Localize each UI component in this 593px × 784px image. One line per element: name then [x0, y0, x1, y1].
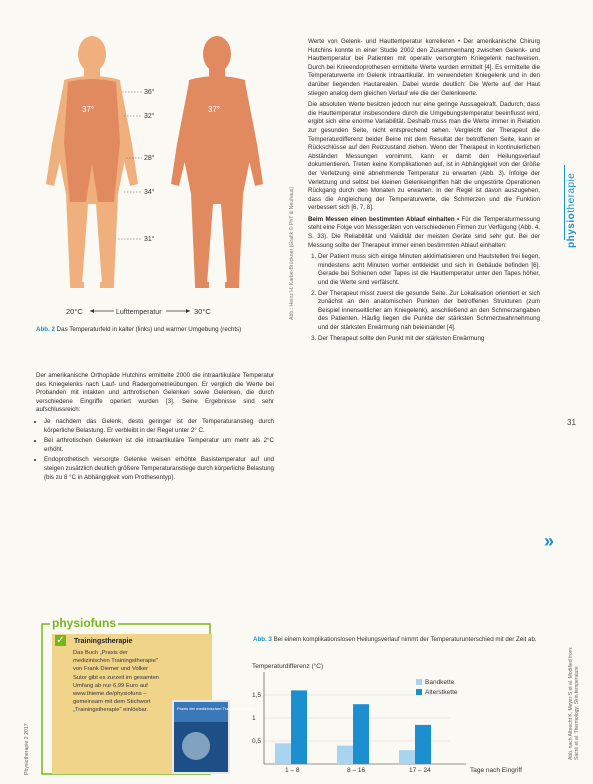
- bar: [399, 750, 415, 764]
- core-temp-cold: 37°: [82, 105, 95, 114]
- y-tick-label: 1,5: [252, 692, 262, 699]
- right-column: [308, 38, 540, 345]
- right-footer-credit: [568, 640, 586, 760]
- x-tick-label: 8 – 16: [347, 767, 366, 774]
- side-divider: [564, 165, 565, 240]
- bar: [275, 743, 291, 764]
- list-item: • Je nachdem das Gelenk, desto geringer ist der Temperaturanstieg durch körperliche Belastung. Er verbleibt in der Regel unter 2° C.: [44, 418, 274, 435]
- bar: [415, 725, 431, 764]
- temp-label: 32°: [144, 113, 155, 120]
- book-cover-title: Praxis der medizinischen Trainingstherapie: [177, 706, 254, 711]
- scale-middle-label: Lufttemperatur: [116, 309, 162, 316]
- thermal-body-figure: [22, 34, 277, 324]
- temp-label: 31°: [144, 236, 155, 243]
- chart-caption: [253, 636, 543, 644]
- side-brand-text: [566, 158, 577, 248]
- left-column: [36, 372, 274, 484]
- brand-suffix: therapie: [566, 172, 577, 213]
- right-paragraph-2: Die absoluten Werte besitzen jedoch nur eine geringe Aussagekraft. Dadurch, dass die Hauttemperatur insbesondere durch die Umgebungstemperatur beeinflusst wird, ergibt sich eine enorme Variabilität. Deshalb muss man die Werte immer in Relation zur gesunden Seite, nicht entsprechend sehen. Vergleicht der Therapeut die Temperaturdifferenz beider Beine mit dem Resultat der betroffenen Seite, kann er Rückschlüsse auf den Reizzustand ziehen. Wenn der Therapeut in kontinuierlichen Abständen Messungen vornimmt, kann er damit den Heilungsverlauf dokumentieren. Treten keine Komplikationen auf, ist in Abhängigkeit von der Größe der Verletzung eine abnehmende Temperatur zu erwarten (Abb. 3). Infolge der Verletzung und selbst bei kleinen Gelenkeingriffen hält die ungestörte Operationen Rückgang durch den Monaten zu erwarten. In der Regel ist davon auszugehen, dass die Angleichung der Temperaturwerte, die Schmerzen und die Funktion verbessert sich [6, 7, 8].: [308, 101, 540, 212]
- right-footer-credit-text: Abb. nach Albrecht K, Meyer S et al. Modified from: Sacré et al. Thermology; Skin temperature: [568, 646, 580, 760]
- right-numbered-list: [308, 253, 540, 343]
- list-item: 2. Der Therapeut misst zuerst die gesunde Seite. Zur Lokalisation orientiert er sich zunächst an den anatomischen Punkten der betroffenen Strukturen (zum Beispiel innenseitlicher am Kniegelenk), anschließend an den Schmerzangaben des Patienten. Häufig liegen die Punkte der stärksten Schmerzwahrnehmung und der stärksten Erwärmung nah beieinander [4].: [318, 290, 540, 333]
- bar: [337, 746, 353, 764]
- list-item: 1. Der Patient muss sich einige Minuten akklimatisieren und Hautstellen frei liegen, mindestens acht Minuten vorher entkleidet und sich in Gebäude befinden [6]. Gerade bei Schienen oder Tapes ist die Hauttemperatur unter den Tapes höher, und die Werte sind verfälscht.: [318, 253, 540, 287]
- temperature-difference-chart: [250, 660, 550, 778]
- right-paragraph-1: Werte von Gelenk- und Hauttemperatur korrelieren • Der amerikanische Chirurg Hutchins konnte in einer Studie 2002 den Zusammenhang zwischen Gelenk- und Hauttemperatur bei Patienten mit operativ versorgtem Kniegelenk nachweisen. Durch bei Knieendoprothesen ermittelte Werte wurden ermittelt [4]. Es ermittelte die Temperaturwerte im Gelenk intraartikulär. Im verwendeten Kniegelenk und in den darüber liegenden Hautarealen. Dabei wurde deutlich: Die Werte auf der Haut stiegen analog dem gleichen Verlauf wie die der Gelenkwerte.: [308, 38, 540, 97]
- list-item: 3. Der Therapeut sollte den Punkt mit der stärksten Erwärmung: [318, 335, 540, 344]
- right-paragraph-3-text: Für die Temperaturmessung steht eine Folge von Messgeräten von verschiedenen Firmen zur Verfügung (Abb. 4, S. 33). Die Reliabilität und Validität der meisten Geräte sind sehr gut. Bei der Messung sollte der Therapeut immer einen bestimmten Ablauf einhalten:: [308, 215, 540, 249]
- right-paragraph-3: [308, 216, 540, 250]
- book-cover-image[interactable]: [172, 700, 254, 774]
- check-icon: ✓: [56, 635, 65, 646]
- figure-caption-label: Abb. 2: [36, 326, 55, 333]
- scale-warm-label: 30°C: [194, 307, 211, 316]
- photo-credit: [289, 40, 297, 320]
- footer-credit-text: Physiotherapie 2 2017: [24, 723, 30, 775]
- body-cold: [46, 36, 138, 288]
- left-bullet-list: [36, 418, 274, 482]
- figure-caption: [36, 326, 291, 335]
- tip-title: Trainingstherapie: [74, 638, 133, 645]
- core-temp-warm: 37°: [208, 105, 221, 114]
- left-intro: Der amerikanische Orthopäde Hutchins ermittelte 2000 die intraartikuläre Temperatur des Kniegelenks nach Lauf- und Radergometrieübungen. Er verglich die Werte bei Probanden mit intakten und arthrotischen Gelenken sowie Gelenken, die durch verschiedene Eingriffe operiert wurden [3]. Seine Ergebnisse sind sehr aufschlussreich:: [36, 372, 274, 414]
- photo-credit-text: Abb.: Heinz H. Karbe-Brückner (Grafik © PhT & Neuhaus): [289, 186, 295, 320]
- temp-label: 34°: [144, 189, 155, 196]
- bar: [291, 690, 307, 764]
- side-brand: [566, 158, 582, 248]
- y-tick-label: 1: [252, 715, 256, 722]
- bar: [353, 704, 369, 764]
- scale-cold-label: 20°C: [66, 307, 83, 316]
- y-axis-label: Temperaturdifferenz (°C): [252, 663, 324, 670]
- y-tick-label: 0,5: [252, 738, 262, 745]
- legend-swatch: [416, 679, 422, 685]
- list-item: • Bei arthrotischen Gelenken ist die intraartikuläre Temperatur um mehr als 2°C erhöht.: [44, 437, 274, 454]
- x-tick-label: 1 – 8: [285, 767, 300, 774]
- x-tick-label: 17 – 24: [409, 767, 431, 774]
- page-number: 31: [567, 418, 576, 427]
- footer-credit: [24, 705, 32, 775]
- list-item: • Endoprothetisch versorgte Gelenke weisen erhöhte Basistemperatur auf und steigen zusätzlich deutlich größere Temperaturanstiege durch körperliche Belastung (bis zu 8 °C in Abhängigkeit vom Prothesentyp).: [44, 456, 274, 482]
- brand-prefix: physio: [566, 212, 577, 248]
- body-warm: [171, 36, 263, 288]
- chart-caption-text: Bei einem komplikationslosen Heilungsverlauf nimmt der Temperaturunterschied mit der Zeit ab.: [273, 636, 537, 643]
- temp-label: 36°: [144, 89, 155, 96]
- figure-caption-text: Das Temperaturfeld in kalter (links) und warmer Umgebung (rechts): [56, 326, 242, 333]
- x-axis-label: Tage nach Eingriff: [470, 767, 522, 774]
- tip-text: Das Buch „Praxis der medizinischen Trainingstherapie" von Frank Diemer und Volker Sutor gibt es zurzeit im gesamten Umfang ab nur 6,99 Euro auf www.thieme.de/physiofuns – gemeinsam mit dem Stichwort „Trainingstherapie" einlösbar.: [73, 650, 160, 714]
- legend-swatch: [416, 689, 422, 695]
- temp-label: 28°: [144, 155, 155, 162]
- arrow-right-icon: [186, 309, 190, 313]
- continue-icon[interactable]: »: [544, 531, 555, 551]
- tip-header: physiofuns: [52, 616, 117, 630]
- right-paragraph-3-lead: Beim Messen einen bestimmten Ablauf einhalten •: [308, 215, 460, 223]
- legend-label: Bandkette: [425, 679, 455, 686]
- arrow-left-icon: [90, 309, 94, 313]
- legend-label: Alterstkette: [425, 689, 458, 696]
- chart-caption-label: Abb. 3: [253, 636, 272, 643]
